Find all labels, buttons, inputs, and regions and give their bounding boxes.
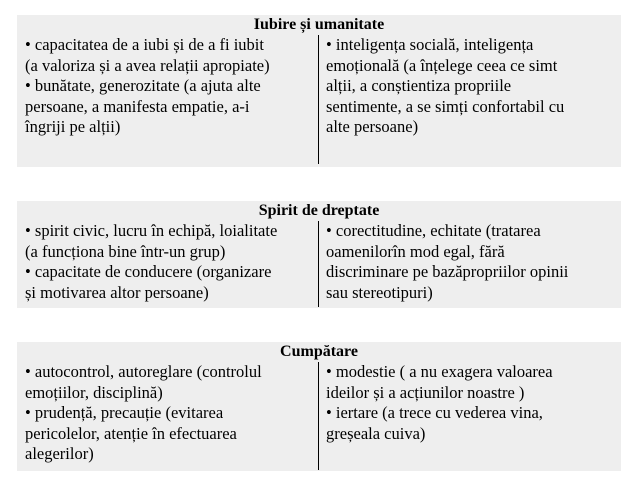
text-line: • capacitate de conducere (organizare: [25, 262, 272, 281]
text-line: persoane, a manifesta empatie, a-i: [25, 96, 250, 116]
left-column: [25, 35, 315, 138]
text-line: • spirit civic, lucru în echipă, loialitate: [25, 221, 278, 240]
text-line: (a funcționa bine într-un grup): [25, 241, 226, 261]
left-column: [25, 362, 315, 465]
card-title: Cumpătare: [280, 343, 358, 360]
text-line: alegerilor): [25, 444, 94, 463]
right-column: [326, 221, 616, 303]
text-line: oamenilorîn mod egal, fără: [326, 241, 505, 261]
text-line: pericolelor, atenție în efectuarea: [25, 423, 237, 443]
text-line: emoțională (a înțelege ceea ce simt: [326, 55, 558, 75]
text-line: • capacitatea de a iubi și de a fi iubit: [25, 35, 264, 54]
text-line: îngriji pe alții): [25, 117, 121, 136]
text-line: sentimente, a se simți confortabil cu: [326, 96, 565, 116]
text-line: • iertare (a trece cu vederea vina,: [326, 403, 543, 422]
column-divider: [318, 35, 319, 164]
text-line: discriminare pe bazăpropriilor opinii: [326, 262, 569, 281]
text-line: • autocontrol, autoreglare (controlul: [25, 362, 262, 381]
right-column: [326, 35, 616, 138]
card-spirit-de-dreptate: [17, 201, 621, 308]
right-column: [326, 362, 616, 444]
text-line: (a valoriza și a avea relații apropiate): [25, 55, 270, 75]
text-line: • bunătate, generozitate (a ajuta alte: [25, 76, 261, 95]
text-line: emoțiilor, disciplină): [25, 382, 163, 402]
text-line: alții, a conștientiza propriile: [326, 76, 512, 95]
text-line: sau stereotipuri): [326, 282, 433, 302]
card-title: Iubire și umanitate: [253, 16, 385, 33]
text-line: ideilor și a acțiunilor noastre ): [326, 382, 525, 402]
card-title: Spirit de dreptate: [258, 202, 380, 219]
column-divider: [318, 221, 319, 307]
text-line: • inteligența socială, inteligența: [326, 35, 534, 54]
card-cumpatare: [17, 342, 621, 471]
left-column: [25, 221, 315, 303]
text-line: • modestie ( a nu exagera valoarea: [326, 362, 553, 381]
column-divider: [318, 362, 319, 470]
text-line: greșeala cuiva): [326, 423, 426, 443]
text-line: și motivarea altor persoane): [25, 282, 209, 302]
card-iubire-si-umanitate: [17, 15, 621, 167]
text-line: alte persoane): [326, 117, 419, 136]
text-line: • prudență, precauție (evitarea: [25, 403, 224, 422]
text-line: • corectitudine, echitate (tratarea: [326, 221, 541, 240]
